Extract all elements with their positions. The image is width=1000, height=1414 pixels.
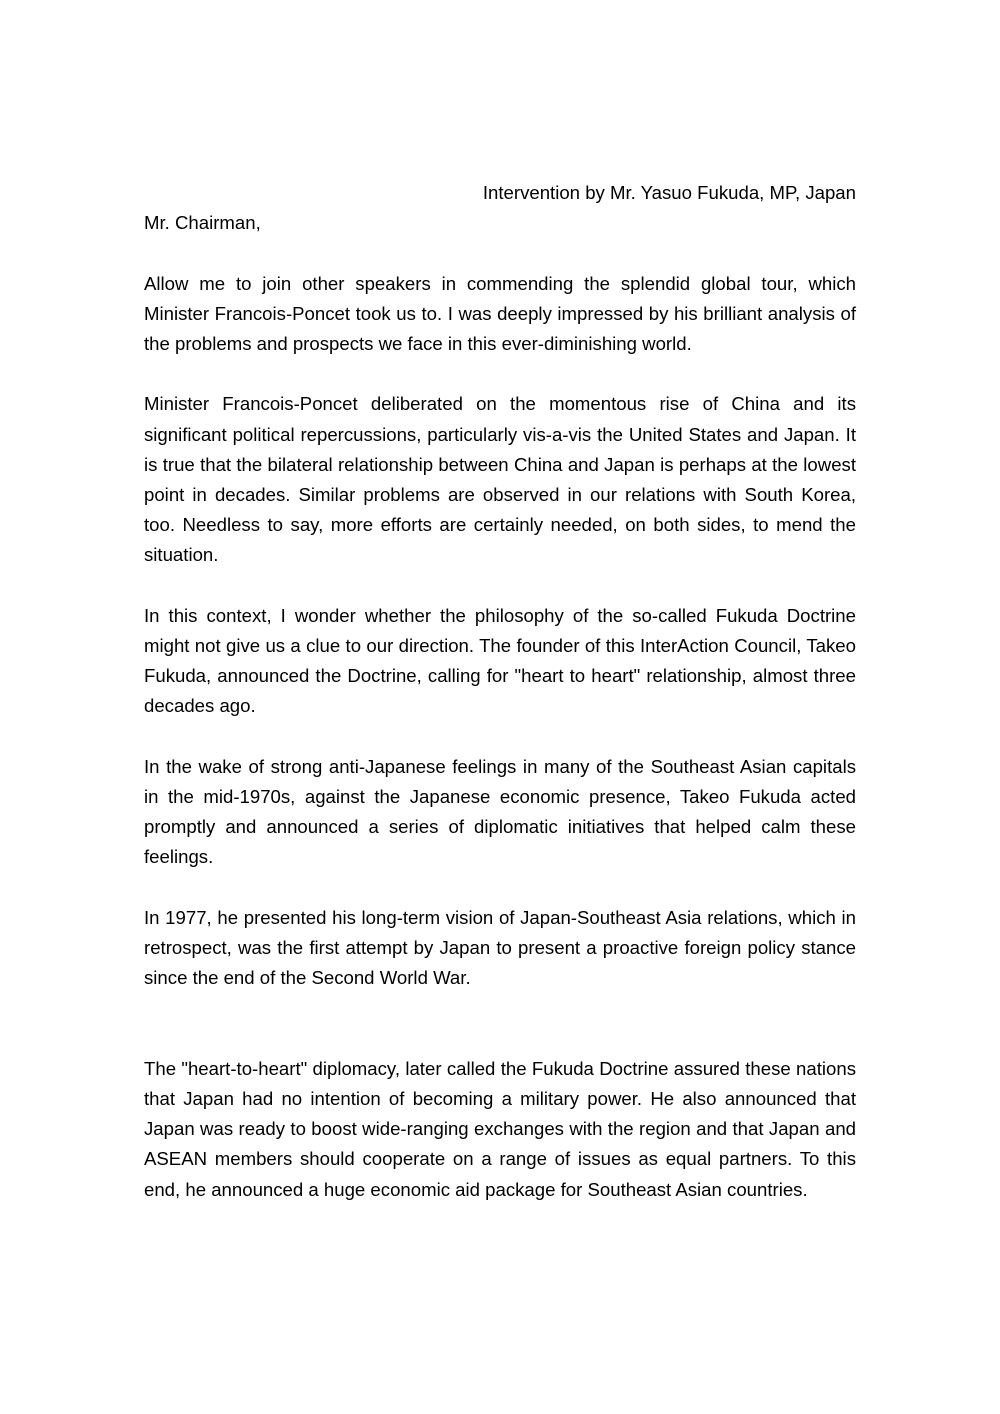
paragraph-6: The "heart-to-heart" diplomacy, later called the Fukuda Doctrine assured these nations that Japan had no intention of becoming a military power. He also announced that Japan was ready to boost wide-ranging exchanges with the region and that Japan and ASEAN members should cooperate on a range of issues as equal partners. To this end, he announced a huge economic aid package for Southeast Asian countries. [144, 1057, 856, 1200]
paragraph-2: Minister Francois-Poncet deliberated on the momentous rise of China and its significant political repercussions, particularly vis-a-vis the United States and Japan. It is true that the bilateral relationship between China and Japan is perhaps at the lowest point in decades. Similar problems are observed in our relations with South Korea, too. Needless to say, more efforts are certainly needed, on both sides, to mend the situation. [144, 393, 856, 566]
paragraph-4: In the wake of strong anti-Japanese feelings in many of the Southeast Asian capitals in the mid-1970s, against the Japanese economic presence, Takeo Fukuda acted promptly and announced a series of diplomatic initiatives that helped calm these feelings. [144, 755, 856, 868]
paragraph-3: In this context, I wonder whether the philosophy of the so-called Fukuda Doctrine might not give us a clue to our direction. The founder of this InterAction Council, Takeo Fukuda, announced the Doctrine, calling for "heart to heart" relationship, almost three decades ago. [144, 604, 856, 717]
salutation: Mr. Chairman, [144, 212, 261, 234]
paragraph-5: In 1977, he presented his long-term vision of Japan-Southeast Asia relations, which in retrospect, was the first attempt by Japan to present a proactive foreign policy stance since the end of the Second World War. [144, 906, 856, 989]
document-body [144, 178, 856, 1235]
document-header: Intervention by Mr. Yasuo Fukuda, MP, Japan [482, 182, 856, 203]
paragraph-1: Allow me to join other speakers in commending the splendid global tour, which Minister Francois-Poncet took us to. I was deeply impressed by his brilliant analysis of the problems and prospects we face in this ever-diminishing world. [144, 272, 856, 354]
